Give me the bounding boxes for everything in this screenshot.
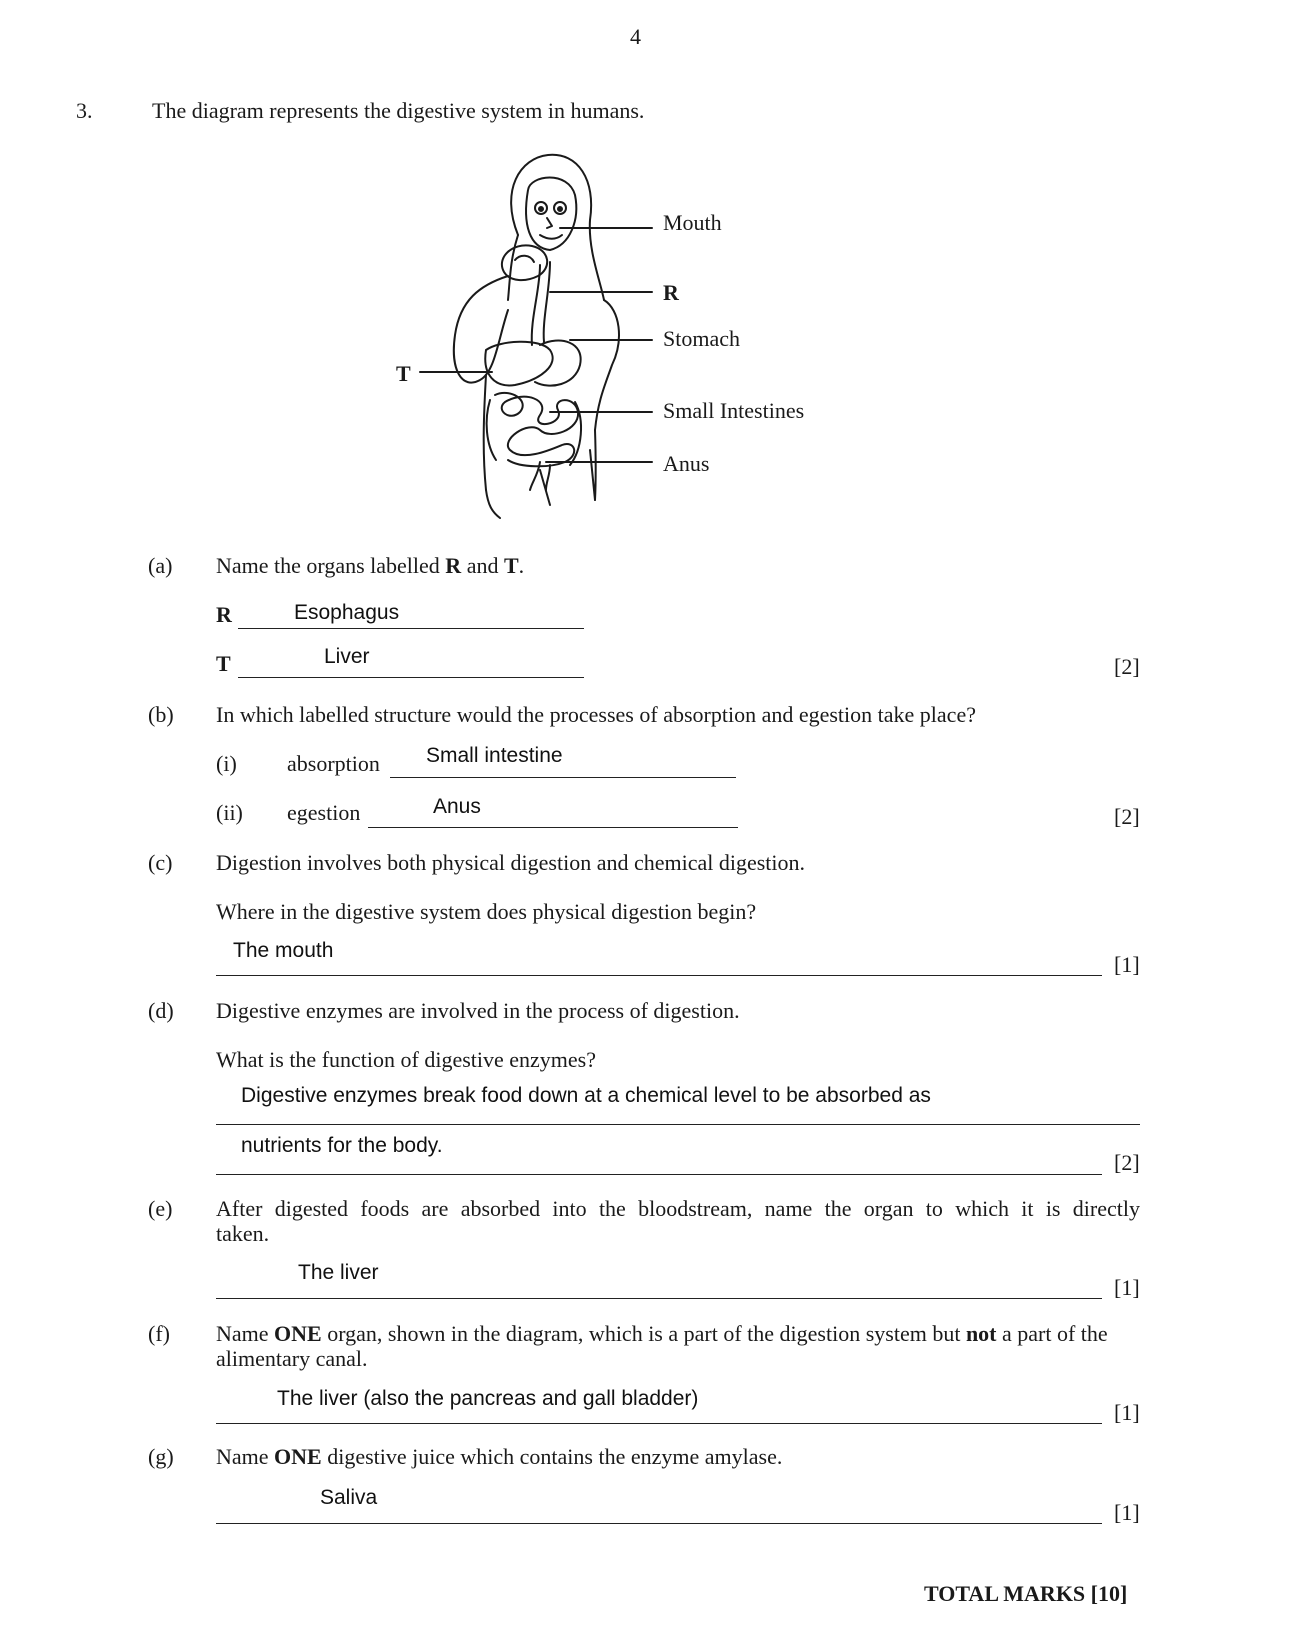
- part-f-question-line1: [216, 1321, 1108, 1347]
- part-c-answer[interactable]: The mouth: [233, 939, 334, 962]
- part-b-letter: (b): [148, 702, 174, 727]
- part-g-line: [216, 1523, 1102, 1524]
- part-g-q-one: ONE: [274, 1444, 322, 1469]
- part-f-q1: Name: [216, 1321, 275, 1346]
- part-d-answer-line1[interactable]: Digestive enzymes break food down at a chemical level to be absorbed as: [241, 1084, 931, 1107]
- page-number: 4: [630, 24, 641, 49]
- diagram-label-stomach: Stomach: [663, 326, 740, 351]
- part-b-i-label: absorption: [287, 751, 380, 776]
- diagram-label-mouth: Mouth: [663, 210, 722, 235]
- torso: [454, 276, 508, 383]
- liver: [485, 342, 552, 386]
- part-a-r-answer[interactable]: Esophagus: [294, 601, 400, 624]
- part-a-q-end: .: [518, 553, 525, 578]
- part-b-question: In which labelled structure would the processes of absorption and egestion take place?: [216, 702, 976, 727]
- part-g-q2: digestive juice which contains the enzyme amylase.: [321, 1444, 783, 1469]
- part-f-q-one: ONE: [274, 1321, 322, 1346]
- part-a-q-t: T: [503, 553, 519, 578]
- diagram-label-anus: Anus: [663, 451, 710, 476]
- part-a-r-label: R: [216, 602, 232, 627]
- part-e-marks: [1]: [1114, 1275, 1140, 1300]
- part-c-marks: [1]: [1114, 952, 1140, 977]
- part-d-statement: Digestive enzymes are involved in the process of digestion.: [216, 998, 740, 1023]
- part-a-q-r: R: [445, 553, 462, 578]
- part-f-q-not: not: [965, 1321, 997, 1346]
- part-a-q-and: and: [461, 553, 504, 578]
- part-d-letter: (d): [148, 998, 174, 1023]
- diagram-label-r: R: [663, 280, 679, 305]
- part-b-i-line: [390, 777, 736, 778]
- part-g-marks: [1]: [1114, 1500, 1140, 1525]
- diagram-label-t: T: [396, 361, 411, 386]
- part-b-i-answer[interactable]: Small intestine: [426, 744, 563, 767]
- part-a-t-answer[interactable]: Liver: [324, 645, 370, 668]
- part-b-ii-label: egestion: [287, 800, 361, 825]
- part-b-i-num: (i): [216, 751, 237, 776]
- part-a-question: [216, 553, 524, 579]
- part-e-letter: (e): [148, 1196, 173, 1221]
- part-a-q-pre: Name the organs labelled: [216, 553, 446, 578]
- part-g-answer[interactable]: Saliva: [320, 1486, 378, 1509]
- part-e-line: [216, 1298, 1102, 1299]
- part-b-ii-line: [368, 827, 738, 828]
- small-intestines: [495, 393, 578, 466]
- part-g-question: [216, 1444, 782, 1470]
- part-c-line: [216, 975, 1102, 976]
- part-e-question-line1: After digested foods are absorbed into the bloodstream, name the organ to which it is directly: [216, 1196, 1140, 1221]
- part-f-line: [216, 1423, 1102, 1424]
- stomach: [535, 341, 581, 386]
- part-b-marks: [2]: [1114, 804, 1140, 829]
- total-marks: TOTAL MARKS [10]: [924, 1581, 1128, 1606]
- part-a-letter: (a): [148, 553, 173, 578]
- part-c-letter: (c): [148, 850, 173, 875]
- diagram-label-small-intestines: Small Intestines: [663, 398, 805, 423]
- part-b-ii-num: (ii): [216, 800, 243, 825]
- part-f-q2: organ, shown in the diagram, which is a part of the digestion system but: [321, 1321, 966, 1346]
- part-e-question-line2: taken.: [216, 1221, 270, 1246]
- part-f-question-line2: alimentary canal.: [216, 1346, 368, 1371]
- question-stem: The diagram represents the digestive system in humans.: [152, 98, 645, 123]
- part-f-answer[interactable]: The liver (also the pancreas and gall bladder): [277, 1387, 699, 1410]
- part-a-marks: [2]: [1114, 654, 1140, 679]
- part-a-r-line: [238, 628, 584, 629]
- part-e-answer[interactable]: The liver: [298, 1261, 379, 1284]
- part-f-letter: (f): [148, 1321, 170, 1346]
- part-f-q3: a part of the: [996, 1321, 1108, 1346]
- part-d-answer-line2[interactable]: nutrients for the body.: [241, 1134, 443, 1157]
- part-a-t-label: T: [216, 651, 231, 676]
- part-g-q1: Name: [216, 1444, 275, 1469]
- part-g-letter: (g): [148, 1444, 174, 1469]
- digestive-system-diagram: [400, 150, 880, 550]
- part-d-line2: [216, 1174, 1102, 1175]
- part-a-t-line: [238, 677, 584, 678]
- part-f-marks: [1]: [1114, 1400, 1140, 1425]
- part-d-line1: [216, 1124, 1140, 1125]
- part-d-marks: [2]: [1114, 1150, 1140, 1175]
- part-b-ii-answer[interactable]: Anus: [433, 795, 481, 818]
- part-c-statement: Digestion involves both physical digestion and chemical digestion.: [216, 850, 806, 875]
- part-c-question: Where in the digestive system does physical digestion begin?: [216, 899, 757, 924]
- part-d-question: What is the function of digestive enzymes?: [216, 1047, 596, 1072]
- question-number: 3.: [76, 98, 93, 123]
